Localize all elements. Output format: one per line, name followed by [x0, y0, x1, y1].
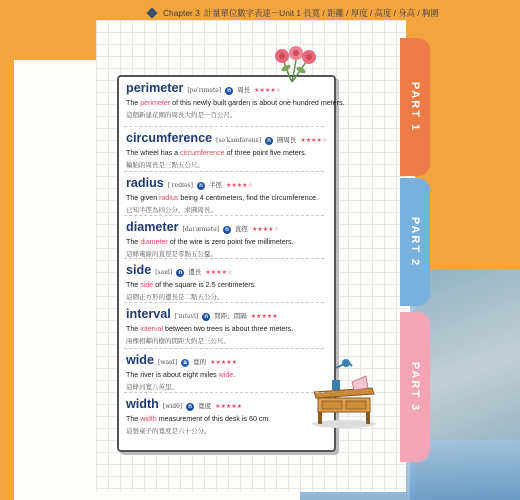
vocab-entry: [126, 81, 345, 119]
example-sentence: The interval between two trees is about three meters.: [126, 325, 294, 333]
diamond-icon: [146, 7, 157, 18]
star-rating: ★★★★★: [210, 360, 238, 366]
entry-divider: [124, 126, 324, 127]
highlighted-word: interval: [140, 325, 164, 333]
part-of-speech-icon: n: [225, 87, 233, 95]
chinese-meaning: 直徑: [235, 226, 249, 233]
headword: side: [126, 263, 152, 277]
star-rating: ★★★★★: [250, 314, 278, 320]
highlighted-word: diameter: [140, 238, 168, 246]
phonetic: [pəˈrɪmətə]: [187, 87, 222, 94]
example-translation: 這條河寬八英里。: [126, 384, 178, 391]
tab-part-2[interactable]: PART 2: [400, 178, 430, 306]
part-of-speech-icon: a: [181, 359, 189, 367]
example-sentence: The diameter of the wire is zero point five millimeters.: [126, 238, 294, 246]
chinese-meaning: 圓周長: [276, 137, 297, 144]
vocab-entry: [126, 176, 336, 214]
example-translation: 已知半徑為四公分，求圓周長。: [126, 207, 217, 214]
headword: diameter: [126, 220, 179, 234]
headword: circumference: [126, 131, 213, 145]
star-rating: ★★★★☆: [300, 138, 328, 144]
headword-row: [126, 220, 336, 234]
star-rating: ★★★★★: [215, 404, 242, 410]
chinese-meaning: 半徑: [208, 182, 222, 189]
example-translation: 這張桌子的寬度是六十公分。: [126, 428, 211, 435]
example-translation: 這個新建花園的周長大約是一百公尺。: [126, 112, 237, 119]
headword-row: [126, 131, 336, 145]
headword: interval: [126, 307, 171, 321]
example-sentence: The wheel has a circumference of three point five meters.: [126, 149, 307, 157]
example-translation: 兩棵相鄰的樹的間距大約是三公尺。: [126, 338, 230, 345]
phonetic: [səˈkʌmfərəns]: [216, 137, 261, 144]
vocab-entry: [126, 131, 336, 169]
part-of-speech-icon: n: [223, 226, 231, 234]
entry-divider: [124, 258, 324, 259]
phonetic: [daɪˈæmətə]: [182, 226, 220, 233]
chinese-meaning: 間距；間隔: [214, 313, 247, 320]
phonetic: [waɪd]: [158, 359, 178, 366]
tab-part-1[interactable]: PART 1: [400, 38, 430, 176]
headword-row: [126, 81, 336, 95]
headword-row: [126, 307, 336, 321]
tab-part-3[interactable]: PART 3: [400, 312, 430, 462]
example-translation: 輪胎的周長是三點五公尺。: [126, 162, 204, 169]
chapter-title: 計量單位數字表達－Unit 1 長寬 / 距離 / 厚度 / 高度 / 身高 / 胸圍: [203, 8, 439, 18]
star-rating: ★★★★☆: [254, 88, 282, 94]
chapter-header: [148, 6, 439, 20]
part-of-speech-icon: n: [197, 182, 205, 190]
headword-row: [126, 176, 336, 190]
highlighted-word: wide: [218, 371, 234, 379]
left-orange-edge: [0, 0, 14, 500]
part-of-speech-icon: n: [176, 269, 184, 277]
highlighted-word: radius: [159, 194, 179, 202]
phonetic: [ˈɪntəvl]: [174, 313, 199, 320]
phonetic: [wɪdθ]: [162, 403, 183, 410]
highlighted-word: perimeter: [140, 99, 171, 107]
part-of-speech-icon: n: [202, 313, 210, 321]
headword-row: [126, 353, 336, 367]
headword: width: [126, 397, 159, 411]
example-translation: 這個正方形的邊長是二點五公分。: [126, 294, 224, 301]
vocab-entry: [126, 307, 336, 345]
star-rating: ★★★★☆: [205, 270, 233, 276]
part-of-speech-icon: n: [265, 137, 273, 145]
vocab-entry: [126, 220, 336, 258]
part-of-speech-icon: n: [186, 403, 194, 411]
chinese-meaning: 寬度: [198, 403, 212, 410]
phonetic: [saɪd]: [155, 269, 173, 276]
flowers-illustration: [266, 44, 322, 84]
entry-divider: [124, 392, 324, 393]
vocab-entry: [126, 263, 336, 301]
entry-divider: [124, 302, 324, 303]
example-sentence: The river is about eight miles wide.: [126, 371, 236, 379]
star-rating: ★★★★☆: [252, 227, 279, 233]
entry-divider: [124, 348, 324, 349]
chapter-label: Chapter 3: [163, 8, 200, 18]
example-sentence: The given radius being 4 centimeters, find the circumference.: [126, 194, 319, 202]
highlighted-word: circumference: [180, 149, 225, 157]
example-sentence: The side of the square is 2.5 centimeters.: [126, 281, 257, 289]
entry-divider: [124, 215, 324, 216]
example-sentence: The perimeter of this newly built garden is about one hundred meters.: [126, 99, 345, 107]
star-rating: ★★★★☆: [225, 183, 253, 189]
example-translation: 這條電線的直徑是零點五公釐。: [126, 251, 217, 258]
example-sentence: The width measurement of this desk is 60 cm.: [126, 415, 271, 423]
headword-row: [126, 397, 336, 411]
phonetic: [ˈredɪəs]: [167, 182, 193, 189]
entry-divider: [124, 171, 324, 172]
vocab-entry: [126, 397, 336, 435]
chinese-meaning: 寬的: [193, 359, 207, 366]
highlighted-word: width: [140, 415, 157, 423]
headword: radius: [126, 176, 164, 190]
chinese-meaning: 周長: [237, 87, 251, 94]
headword: perimeter: [126, 81, 184, 95]
headword: wide: [126, 353, 154, 367]
highlighted-word: side: [140, 281, 154, 289]
headword-row: [126, 263, 336, 277]
vocab-entry: [126, 353, 336, 391]
chinese-meaning: 邊長: [188, 269, 202, 276]
